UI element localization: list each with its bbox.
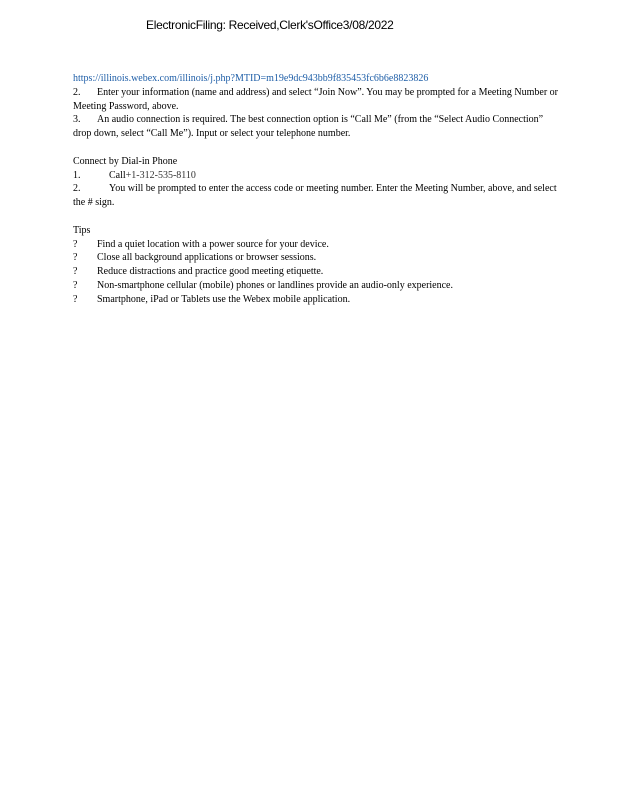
dial-in-step-2-number: 2.	[73, 183, 81, 195]
tip-bullet: ?	[73, 279, 78, 291]
tip-item	[73, 238, 563, 252]
dial-in-step-2	[73, 182, 563, 210]
dial-in-call-label: Call	[109, 169, 126, 181]
join-step-3-text: An audio connection is required. The best connection option is “Call Me” (from the “Select Audio Connection” drop down, select “Call Me”). Input or select your telephone number.	[73, 114, 544, 140]
tip-item	[73, 251, 563, 265]
dial-in-step-1	[73, 169, 563, 183]
join-step-2	[73, 86, 563, 114]
tip-bullet: ?	[73, 293, 78, 305]
tip-text: Find a quiet location with a power source for your device.	[97, 238, 329, 250]
tip-item	[73, 279, 563, 293]
tip-bullet: ?	[73, 238, 78, 250]
tip-item	[73, 293, 563, 307]
join-step-3-number: 3.	[73, 114, 81, 126]
join-step-3	[73, 113, 563, 141]
webex-meeting-link[interactable]: https://illinois.webex.com/illinois/j.php?MTID=m19e9dc943bb9f835453fc6b6e8823826	[73, 73, 429, 84]
dial-in-heading: Connect by Dial-in Phone	[73, 155, 178, 167]
tip-text: Smartphone, iPad or Tablets use the Webex mobile application.	[97, 293, 351, 305]
document-body	[73, 72, 563, 307]
filing-stamp: ElectronicFiling: Received,Clerk'sOffice3/08/2022	[146, 18, 394, 32]
dial-in-step-2-text: You will be prompted to enter the access code or meeting number. Enter the Meeting Number, above, and select the # sign.	[73, 183, 557, 209]
tip-bullet: ?	[73, 266, 78, 278]
join-step-2-text: Enter your information (name and address) and select “Join Now”. You may be prompted for a Meeting Number or Meeting Password, above.	[73, 86, 558, 112]
join-step-2-number: 2.	[73, 86, 81, 98]
dial-in-phone-number[interactable]: +1-312-535-8110	[125, 169, 196, 181]
tip-item	[73, 265, 563, 279]
dial-in-step-1-number: 1.	[73, 169, 81, 181]
tip-text: Reduce distractions and practice good meeting etiquette.	[97, 266, 324, 278]
tip-text: Close all background applications or browser sessions.	[97, 252, 317, 264]
tips-heading: Tips	[73, 224, 91, 236]
tip-bullet: ?	[73, 252, 78, 264]
tip-text: Non-smartphone cellular (mobile) phones or landlines provide an audio-only experience.	[97, 279, 453, 291]
